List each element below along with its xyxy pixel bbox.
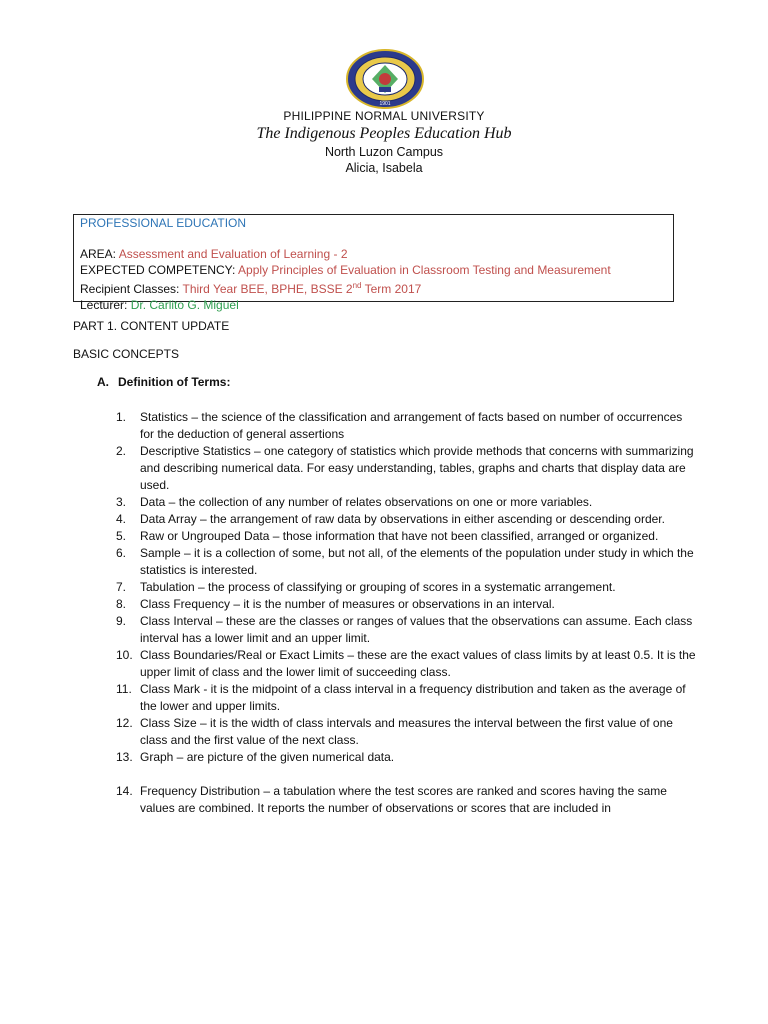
- term-number: 13.: [116, 750, 133, 764]
- term-item: [116, 783, 696, 817]
- term-item: [116, 613, 696, 647]
- term-number: 2.: [116, 444, 127, 458]
- part-heading: PART 1. CONTENT UPDATE: [73, 319, 230, 333]
- term-text: Sample – it is a collection of some, but not all, of the elements of the population under study in which the statistics is interested.: [140, 546, 694, 577]
- university-seal-logo: [346, 49, 424, 109]
- term-item: [116, 494, 696, 511]
- term-number: 10.: [116, 648, 133, 662]
- term-item: [116, 596, 696, 613]
- term-item: [116, 528, 696, 545]
- term-text: Statistics – the science of the classification and arrangement of facts based on number of occurrences for the deduction of general assertions: [140, 410, 683, 441]
- definitions-letter: A.: [97, 375, 109, 389]
- recipient-label: Recipient Classes:: [80, 282, 180, 296]
- term-text: Class Boundaries/Real or Exact Limits – these are the exact values of class limits by at least 0.5. It is the upper limit of class and the lower limit of succeeding class.: [140, 648, 696, 679]
- definitions-title: Definition of Terms:: [118, 375, 231, 389]
- recipient-line: [80, 278, 667, 298]
- lecturer-label: Lecturer:: [80, 297, 128, 312]
- term-text: Data Array – the arrangement of raw data by observations in either ascending or descending order.: [140, 512, 665, 526]
- area-value: Assessment and Evaluation of Learning - 2: [118, 247, 348, 261]
- term-item: [116, 409, 696, 443]
- area-label: AREA:: [80, 247, 117, 261]
- section-heading: BASIC CONCEPTS: [73, 347, 180, 361]
- term-number: 1.: [116, 410, 127, 424]
- course-info-box: [73, 214, 674, 312]
- term-number: 3.: [116, 495, 127, 509]
- term-number: 11.: [116, 682, 132, 696]
- competency-value: Apply Principles of Evaluation in Classroom Testing and Measurement: [238, 262, 611, 277]
- term-number: 7.: [116, 580, 127, 594]
- term-item: [116, 511, 696, 528]
- lecturer-value: Dr. Carlito G. Miguel: [130, 297, 239, 312]
- recipient-value-term: Term 2017: [361, 282, 422, 296]
- term-item: [116, 545, 696, 579]
- term-text: Class Interval – these are the classes or ranges of values that the observations can assume. Each class interval has a lower limit and an upper limit.: [140, 614, 693, 645]
- svg-text:1901: 1901: [379, 101, 391, 107]
- term-number: 8.: [116, 597, 127, 611]
- lecturer-line: [80, 298, 667, 314]
- term-item: [116, 715, 696, 749]
- university-name: PHILIPPINE NORMAL UNIVERSITY: [283, 109, 485, 123]
- term-item: [116, 681, 696, 715]
- term-item: [116, 647, 696, 681]
- term-text: Tabulation – the process of classifying or grouping of scores in a systematic arrangement.: [140, 580, 616, 594]
- term-text: Class Size – it is the width of class intervals and measures the interval between the first value of one class and the first value of the next class.: [140, 716, 673, 747]
- term-number: 4.: [116, 512, 127, 526]
- term-number: 12.: [116, 716, 133, 730]
- term-number: 5.: [116, 529, 127, 543]
- term-item: [116, 443, 696, 494]
- competency-label: EXPECTED COMPETENCY:: [80, 262, 236, 277]
- box-title: PROFESSIONAL EDUCATION: [80, 216, 247, 230]
- term-number: 14.: [116, 784, 133, 798]
- term-item: [116, 579, 696, 596]
- document-header: [0, 108, 768, 176]
- term-text: Data – the collection of any number of relates observations on one or more variables.: [140, 495, 593, 509]
- term-text: Class Frequency – it is the number of measures or observations in an interval.: [140, 597, 555, 611]
- term-text: Graph – are picture of the given numerical data.: [140, 750, 395, 764]
- competency-line: [80, 263, 667, 279]
- term-text: Descriptive Statistics – one category of statistics which provide methods that concerns with summarizing and describing numerical data. For easy understanding, tables, graphs and charts that display data are used.: [140, 444, 694, 492]
- term-item: [116, 749, 696, 766]
- recipient-value: [183, 282, 422, 296]
- term-number: 9.: [116, 614, 127, 628]
- campus-location: Alicia, Isabela: [345, 161, 423, 175]
- term-text: Frequency Distribution – a tabulation where the test scores are ranked and scores having the same values are combined. It reports the number of observations or scores that are included in: [140, 784, 667, 815]
- term-text: Class Mark - it is the midpoint of a class interval in a frequency distribution and taken as the average of the lower and upper limits.: [140, 682, 686, 713]
- university-tagline: The Indigenous Peoples Education Hub: [256, 125, 512, 142]
- term-text: Raw or Ungrouped Data – those information that have not been classified, arranged or organized.: [140, 529, 659, 543]
- area-line: [80, 247, 667, 263]
- campus-name: North Luzon Campus: [324, 145, 444, 159]
- term-number: 6.: [116, 546, 127, 560]
- definitions-heading: [97, 375, 230, 389]
- recipient-superscript: nd: [352, 281, 362, 290]
- recipient-value-main: Third Year BEE, BPHE, BSSE 2: [182, 282, 353, 296]
- terms-list: [116, 409, 696, 817]
